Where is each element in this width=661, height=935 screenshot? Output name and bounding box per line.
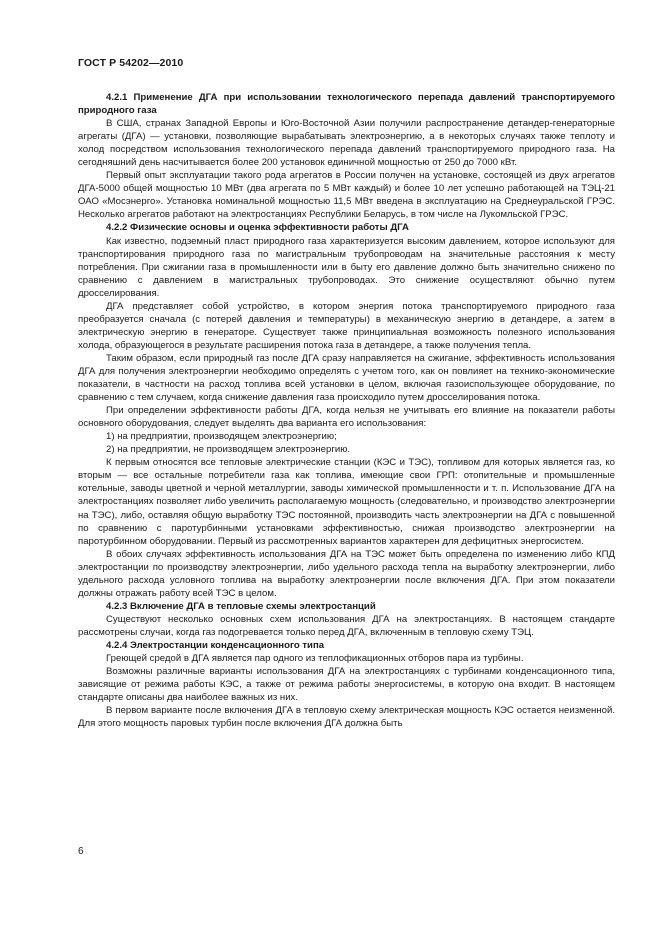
paragraph: При определении эффективности работы ДГА, когда нельзя не учитывать его влияние на показатели работы основного оборудования, следует выделять два варианта его использования: [78, 405, 615, 430]
paragraph: Первый опыт эксплуатации такого рода агрегатов в России получен на установке, состоящей из двух агрегатов ДГА-5000 общей мощностью 10 МВт (два агрегата по 5 МВт каждый) и более 10 лет успешно работающей на ТЭЦ-21 ОАО «Мосэнерго». Установка номинальной мощностью 11,5 МВт введена в эксплуатацию на Среднеуральской ГРЭС. Несколько агрегатов работают на электростанциях Республики Беларусь, в том числе на Лукомльской ГРЭС. [78, 170, 615, 221]
paragraph: К первым относятся все тепловые электрические станции (КЭС и ТЭС), топливом для которых является газ, ко вторым — все остальные потребители газа как топлива, имеющие свои ГРП: отопительные и промышленные котельные, заводы цветной и черной металлургии, заводы химической промышленности и т. п. Использование ДГА на электростанциях позволяет либо увеличить располагаемую мощность (следовательно, и производство электроэнергии на ТЭС), либо, оставляя общую выработку ТЭС постоянной, производить часть электроэнергии на ДГА с повышенной по сравнению с паротурбинными установками эффективностью, снижая производство электроэнергии на паротурбинном оборудовании. Первый из рассмотренных вариантов характерен для дефицитных энергосистем. [78, 457, 615, 547]
paragraph: В первом варианте после включения ДГА в тепловую схему электрическая мощность КЭС остается неизменной. Для этого мощность паровых турбин после включения ДГА должна быть [78, 705, 615, 730]
section-heading-4-2-2: 4.2.2 Физические основы и оценка эффективности работы ДГА [106, 222, 409, 234]
document-header: ГОСТ Р 54202—2010 [78, 57, 184, 69]
paragraph: В США, странах Западной Европы и Юго-Восточной Азии получили распространение детандер-генераторные агрегаты (ДГА) — установки, позволяющие вырабатывать электроэнергию, а в некоторых случаях также теплоту и холод посредством использования технологического перепада давлений транспортируемого природного газа. На сегодняшний день насчитывается более 200 установок единичной мощностью от 250 до 7000 кВт. [78, 118, 615, 169]
section-heading-4-2-4: 4.2.4 Электростанции конденсационного типа [106, 639, 325, 651]
paragraph: В обоих случаях эффективность использования ДГА на ТЭС может быть определена по изменению либо КПД электростанции по производству электроэнергии, либо удельного расхода тепла на выработку электроэнергии, либо удельного расхода условного топлива на выработку электроэнергии после включения ДГА. При этом показатели должны отражать работу всей ТЭС в целом. [78, 548, 615, 599]
section-heading-4-2-3: 4.2.3 Включение ДГА в тепловые схемы электростанций [106, 600, 376, 612]
list-item: 2) на предприятии, не производящем электроэнергию. [106, 444, 351, 456]
paragraph: Возможны различные варианты использования ДГА на электростанциях с турбинами конденсационного типа, зависящие от режима работы КЭС, а также от режима работы энергосистемы, в которую она входит. В настоящем стандарте описаны два наиболее важных из них. [78, 666, 615, 704]
paragraph: ДГА представляет собой устройство, в котором энергия потока транспортируемого природного газа преобразуется сначала (с потерей давления и температуры) в механическую энергию в детандере, а затем в электрическую энергию в генераторе. Существует также принципиальная возможность полезного использования холода, образующегося в результате расширения потока газа в детандере, а также получения тепла. [78, 300, 615, 351]
paragraph: Греющей средой в ДГА является пар одного из теплофикационных отборов пара из турбины. [106, 653, 524, 665]
paragraph: Существуют несколько основных схем использования ДГА на электростанциях. В настоящем стандарте рассмотрены случаи, когда газ подогревается только перед ДГА, включенным в тепловую схему ТЭЦ. [78, 613, 615, 638]
paragraph: Как известно, подземный пласт природного газа характеризуется высоким давлением, которое используют для транспортирования природного газа по магистральным трубопроводам на значительные расстояния к месту потребления. При сжигании газа в промышленности или в быту его давление должно быть значительно снижено по сравнению с давлением в магистральных трубопроводах. Это снижение осуществляют обычно путем дросселирования. [78, 235, 615, 299]
section-heading-4-2-1: 4.2.1 Применение ДГА при использовании технологического перепада давлений транспортируемого природного газа [78, 92, 615, 117]
page-number: 6 [78, 846, 84, 857]
document-body [78, 91, 615, 730]
paragraph: Таким образом, если природный газ после ДГА сразу направляется на сжигание, эффективность использования ДГА для получения электроэнергии необходимо определять с учетом того, как он повлияет на технико-экономические показатели, в частности на расход топлива всей установки в целом, включая газоиспользующее оборудование, по сравнению с тем случаем, когда снижение давления газа происходило путем дросселирования потока. [78, 352, 615, 404]
list-item: 1) на предприятии, производящем электроэнергию; [106, 431, 337, 443]
